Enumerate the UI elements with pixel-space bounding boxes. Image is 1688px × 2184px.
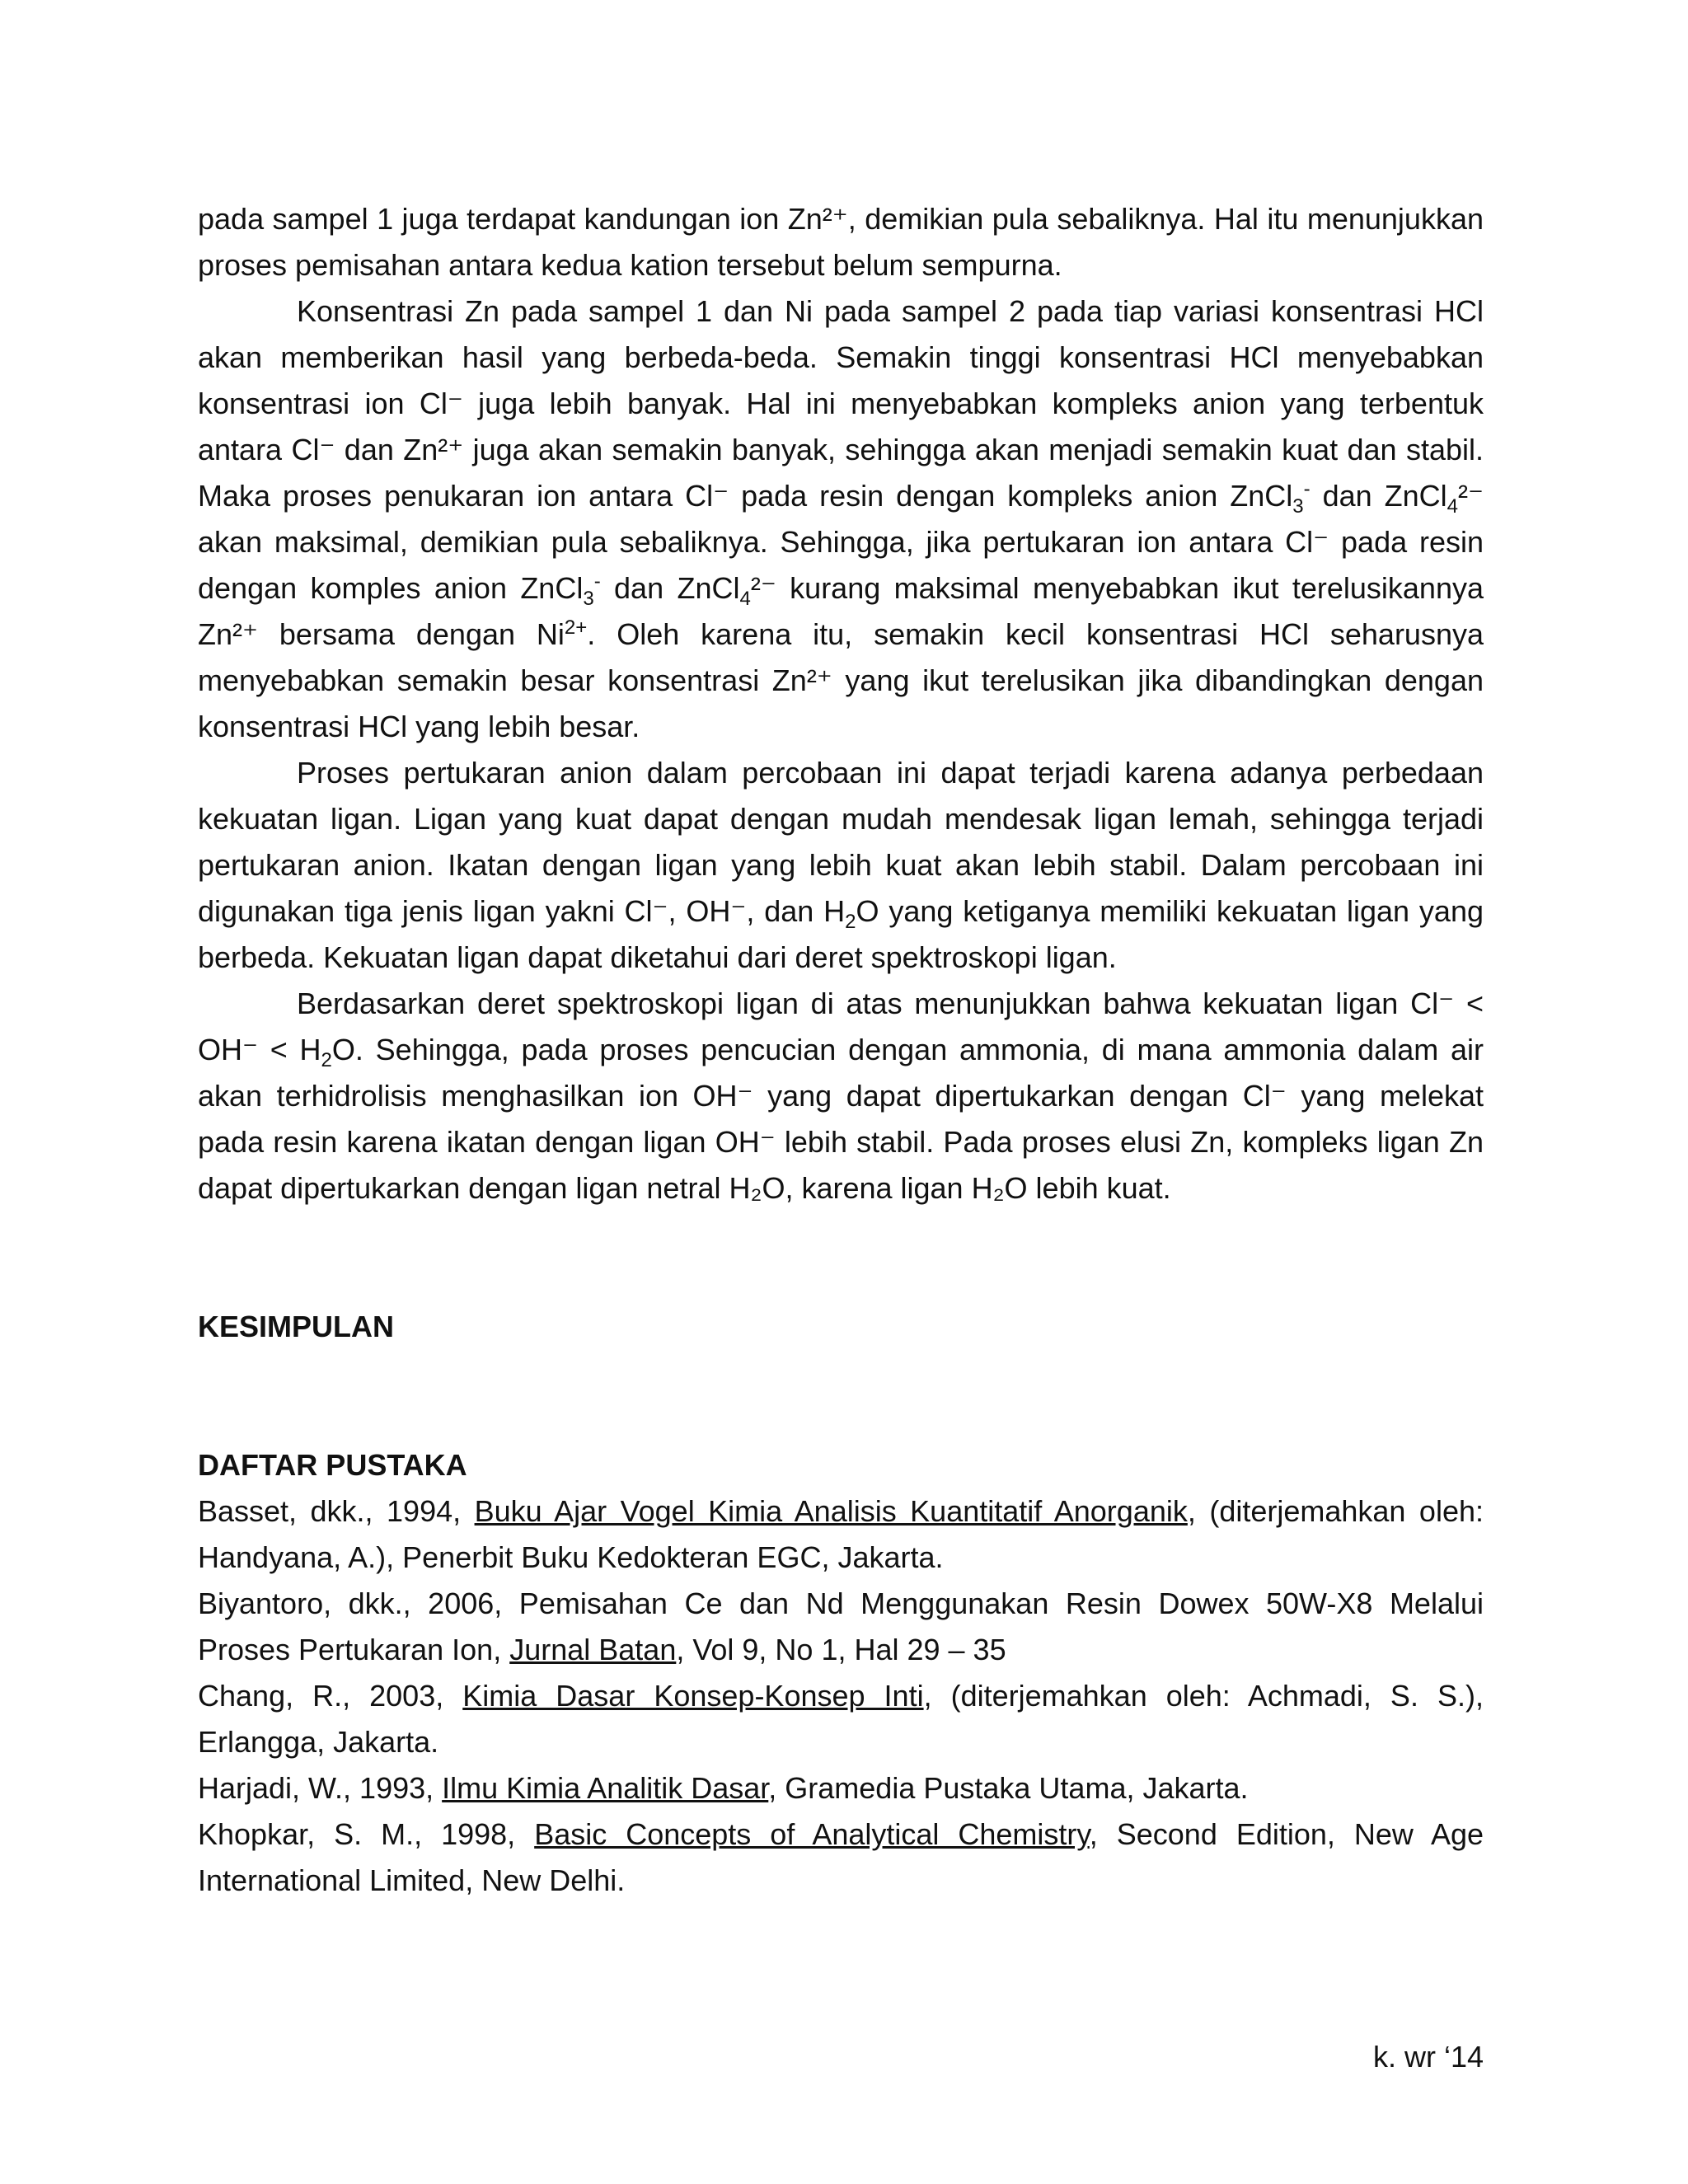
paragraph-text: O yang ketiganya memiliki kekuatan ligan yang berbeda. Kekuatan ligan dapat diketahui dari deret spektroskopi ligan. — [198, 894, 1484, 974]
reference-item — [198, 1673, 1484, 1765]
reference-title: Buku Ajar Vogel Kimia Analisis Kuantitatif Anorganik — [474, 1494, 1188, 1528]
paragraph-text: dan ZnCl — [600, 571, 740, 605]
paragraph-text: ²⁻ akan maksimal, demikian pula sebaliknya. Sehingga, jika pertukaran ion antara Cl⁻ pada resin dengan komples anion ZnCl — [198, 479, 1484, 605]
reference-item — [198, 1811, 1484, 1904]
paragraph-text: . Oleh karena itu, semakin kecil konsentrasi HCl seharusnya menyebabkan semakin besar konsentrasi Zn²⁺ yang ikut terelusikan jika dibandingkan dengan konsentrasi HCl yang lebih besar. — [198, 617, 1484, 743]
reference-text: Biyantoro, dkk., 2006, Pemisahan Ce dan Nd Menggunakan Resin Dowex 50W-X8 Melalui Proses Pertukaran Ion, — [198, 1586, 1484, 1666]
paragraph-text: ²⁻ kurang maksimal menyebabkan ikut terelusikannya Zn²⁺ bersama dengan Ni — [198, 571, 1484, 651]
heading-daftar-pustaka: DAFTAR PUSTAKA — [198, 1448, 467, 1482]
reference-text: , (diterjemahkan oleh: Achmadi, S. S.), Erlangga, Jakarta. — [198, 1679, 1484, 1759]
reference-item — [198, 1765, 1484, 1811]
reference-text: Chang, R., 2003, — [198, 1679, 463, 1713]
subscript: 3 — [583, 588, 594, 611]
reference-text: Khopkar, S. M., 1998, — [198, 1817, 535, 1851]
subscript: 4 — [739, 588, 751, 611]
reference-title: Jurnal Batan — [509, 1633, 677, 1666]
reference-text: Basset, dkk., 1994, — [198, 1494, 475, 1528]
subscript: 2 — [321, 1049, 332, 1072]
paragraph-ligan-strength — [198, 981, 1484, 1212]
superscript: - — [593, 570, 601, 593]
superscript: - — [1303, 478, 1311, 500]
paragraph-text: Konsentrasi Zn pada sampel 1 dan Ni pada sampel 2 pada tiap variasi konsentrasi HCl akan memberikan hasil yang berbeda-beda. Semakin tinggi konsentrasi HCl menyebabkan konsentrasi ion Cl⁻ juga lebih banyak. Hal ini menyebabkan kompleks anion yang terbentuk antara Cl⁻ dan Zn²⁺ juga akan semakin banyak, sehingga akan menjadi semakin kuat dan stabil. Maka proses penukaran ion antara Cl⁻ pada resin dengan kompleks anion ZnCl — [198, 294, 1484, 513]
spacer — [198, 1350, 1484, 1442]
spacer — [198, 1212, 1484, 1304]
reference-text: , Second Edition, New Age International Limited, New Delhi. — [198, 1817, 1484, 1897]
reference-title: Kimia Dasar Konsep-Konsep Inti — [462, 1679, 924, 1713]
paragraph-text: Proses pertukaran anion dalam percobaan ini dapat terjadi karena adanya perbedaan kekuatan ligan. Ligan yang kuat dapat dengan mudah mendesak ligan lemah, sehingga terjadi pertukaran anion. Ikatan dengan ligan yang lebih kuat akan lebih stabil. Dalam percobaan ini digunakan tiga jenis ligan yakni Cl⁻, OH⁻, dan H — [198, 756, 1484, 928]
paragraph-continuation — [198, 196, 1484, 288]
superscript: 2+ — [564, 616, 588, 639]
reference-item — [198, 1581, 1484, 1673]
reference-item — [198, 1488, 1484, 1581]
reference-text: , Gramedia Pustaka Utama, Jakarta. — [768, 1771, 1249, 1805]
reference-text: , (diterjemahkan oleh: Handyana, A.), Penerbit Buku Kedokteran EGC, Jakarta. — [198, 1494, 1484, 1574]
paragraph-text: dan ZnCl — [1310, 479, 1447, 513]
subscript: 4 — [1447, 495, 1459, 518]
paragraph-text: pada sampel 1 juga terdapat kandungan ion Zn²⁺, demikian pula sebaliknya. Hal itu menunjukkan proses pemisahan antara kedua kation tersebut belum sempurna. — [198, 202, 1484, 282]
reference-title: Ilmu Kimia Analitik Dasar — [442, 1771, 769, 1805]
reference-text: , Vol 9, No 1, Hal 29 – 35 — [676, 1633, 1006, 1666]
paragraph-anion-exchange — [198, 750, 1484, 981]
page-footer: k. wr ‘14 — [1372, 2040, 1484, 2074]
subscript: 3 — [1292, 495, 1304, 518]
subscript: 2 — [845, 911, 856, 934]
paragraph-zn-concentration — [198, 288, 1484, 750]
reference-text: Harjadi, W., 1993, — [198, 1771, 443, 1805]
reference-title: Basic Concepts of Analytical Chemistry — [534, 1817, 1090, 1851]
heading-kesimpulan: KESIMPULAN — [198, 1310, 395, 1343]
paragraph-text: Berdasarkan deret spektroskopi ligan di atas menunjukkan bahwa kekuatan ligan Cl⁻ < OH⁻ < H — [198, 987, 1484, 1066]
paragraph-text: O. Sehingga, pada proses pencucian dengan ammonia, di mana ammonia dalam air akan terhidrolisis menghasilkan ion OH⁻ yang dapat dipertukarkan dengan Cl⁻ yang melekat pada resin karena ikatan dengan ligan OH⁻ lebih stabil. Pada proses elusi Zn, kompleks ligan Zn dapat dipertukarkan dengan ligan netral H₂O, karena ligan H₂O lebih kuat. — [198, 1033, 1484, 1205]
document-page — [198, 196, 1484, 1904]
